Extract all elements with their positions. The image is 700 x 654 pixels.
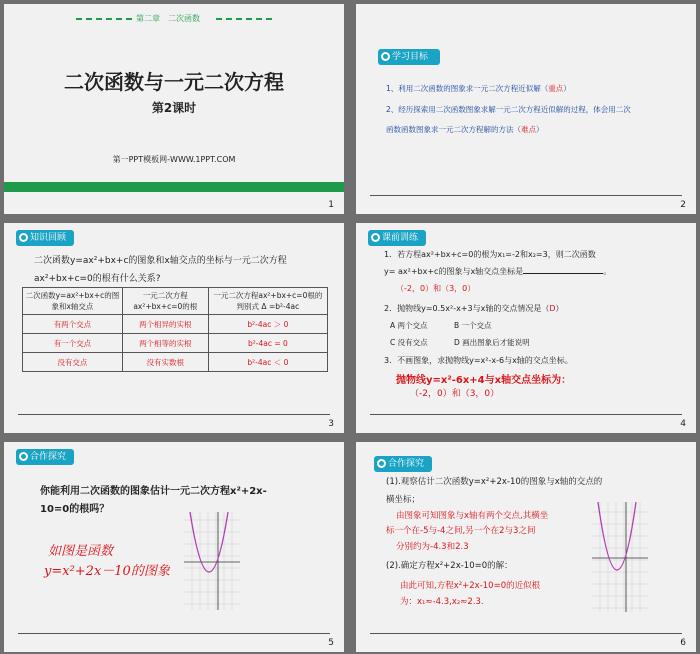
tag-icon (19, 233, 28, 242)
divider (370, 414, 682, 415)
tag-badge (16, 230, 74, 246)
option-b: B 一个交点 (454, 321, 492, 330)
part-1-line-2: 横坐标； (386, 495, 421, 505)
slide-title: 二次函数与一元二次方程 (64, 70, 284, 94)
tag-label: 学习目标 (392, 52, 429, 62)
divider (370, 195, 682, 196)
chapter-dash-left (76, 18, 132, 20)
knowledge-table (22, 287, 328, 372)
green-bar (4, 182, 344, 192)
table-cell: b²-4ac = 0 (208, 334, 327, 353)
slide-2[interactable] (356, 4, 696, 214)
table-header: 一元二次方程ax²+bx+c=0根的判别式 Δ =b²-4ac (208, 288, 327, 315)
divider (18, 414, 330, 415)
slide-subtitle: 第2课时 (151, 101, 197, 115)
q1-end: 。 (603, 267, 612, 276)
q3-line: 3．不画图象，求抛物线y=x²-x-6与x轴的交点坐标。 (384, 356, 573, 365)
table-cell: 两个相异的实根 (122, 315, 208, 334)
tag-icon (377, 459, 386, 468)
divider (370, 633, 682, 634)
chapter-label: 第二章 二次函数 (136, 14, 200, 23)
table-cell: b²-4ac ＞ 0 (208, 315, 327, 334)
table-cell: 没有实数根 (122, 353, 208, 372)
tag-icon (19, 452, 28, 461)
table-cell: 没有交点 (23, 353, 123, 372)
goal-1-text: 1、利用二次函数的图象求一元二次方程近似解（ (386, 84, 549, 93)
answer-1: （-2，0）和（3，0） (396, 284, 476, 293)
part-2-line: (2).确定方程x²+2x-10=0的解： (386, 561, 513, 571)
slide-number: 5 (328, 638, 334, 648)
answer-1-line-2: 标一个在-5与-4之间,另一个在2与3之间 (386, 526, 536, 536)
question-line-1: 你能利用二次函数的图象估计一元二次方程x²+2x- (40, 486, 267, 497)
slide-5[interactable] (4, 442, 344, 652)
table-header: 一元二次方程ax²+bx+c=0的根 (122, 288, 208, 315)
parabola-graph (184, 512, 240, 610)
table-cell: 有两个交点 (23, 315, 123, 334)
slide-4[interactable] (356, 223, 696, 433)
slide-3[interactable] (4, 223, 344, 433)
answer-2-line-2: 为：x₁≈-4.3,x₂≈2.3. (400, 597, 484, 607)
slide-number: 6 (680, 638, 686, 648)
table-cell: 两个相等的实根 (122, 334, 208, 353)
slide-number: 3 (328, 419, 334, 429)
question-line-2: 10=0的根吗？ (40, 504, 110, 515)
tag-icon (371, 233, 380, 242)
slide-6[interactable] (356, 442, 696, 652)
answer-1-line-3: 分别约为-4.3和2.3 (396, 542, 469, 552)
tag-icon (381, 52, 390, 61)
tag-label: 合作探究 (388, 459, 425, 469)
q1-line-2 (384, 266, 611, 277)
handwritten-line-2: y=x²+2x－10的图象 (44, 564, 170, 579)
table-header: 二次函数y=ax²+bx+c的图象和x轴交点 (23, 288, 123, 315)
table-row (23, 315, 328, 334)
slide-number: 2 (680, 200, 686, 210)
divider (18, 633, 330, 634)
site-text: 第一PPT模板网-WWW.1PPT.COM (112, 155, 236, 164)
tag-badge (374, 456, 432, 472)
option-d: D 画出图象后才能说明 (454, 338, 530, 347)
table-row (23, 353, 328, 372)
parabola-graph (592, 502, 648, 612)
q2-end: ） (555, 304, 564, 313)
answer-1-line-1: 由图象可知图象与x轴有两个交点,其横坐 (396, 511, 549, 521)
slide-1[interactable] (4, 4, 344, 214)
answer-2-line-1: 由此可知,方程x²+2x-10=0的近似根 (400, 581, 541, 591)
q1-line-1: 1．若方程ax²+bx+c=0的根为x₁=-2和x₂=3，则二次函数 (384, 250, 596, 259)
goal-line-1 (386, 83, 571, 94)
tag-label: 课前训练 (382, 233, 419, 243)
tag-label: 合作探究 (30, 452, 67, 462)
chapter-dash-right (216, 18, 272, 20)
tag-badge (368, 230, 426, 246)
q2-answer: D (549, 304, 556, 313)
table-cell: b²-4ac ＜ 0 (208, 353, 327, 372)
tag-badge (378, 49, 440, 65)
goal-line-2: 2、经历探索用二次函数图象求解一元二次方程近似解的过程，体会用二次 (386, 105, 631, 114)
option-c: C 没有交点 (390, 338, 428, 347)
part-1-line-1: (1).观察估计二次函数y=x²+2x-10的图象与x轴的交点的 (386, 477, 603, 487)
slide-number: 1 (328, 200, 334, 210)
answer-blank (523, 273, 603, 274)
goal-3-end: ） (536, 125, 544, 134)
question-line-2: ax²+bx+c=0的根有什么关系? (34, 274, 161, 284)
goal-3-key: 难点 (521, 125, 536, 134)
goal-1-key: 重点 (548, 84, 564, 93)
answer-3-line-2: （-2，0）和（3，0） (410, 389, 500, 399)
answer-3-line-1: 抛物线y=x²-6x+4与x轴交点坐标为： (396, 375, 572, 386)
option-a: A 两个交点 (390, 321, 428, 330)
goal-line-3 (386, 124, 544, 135)
table-cell: 有一个交点 (23, 334, 123, 353)
table-header-row (23, 288, 328, 315)
q2-line (384, 303, 564, 314)
q1-text: y= ax²+bx+c的图象与x轴交点坐标是 (384, 267, 524, 276)
q2-text: 2．抛物线y=0.5x²-x+3与x轴的交点情况是（ (384, 304, 550, 313)
question-line-1: 二次函数y=ax²+bx+c的图象和x轴交点的坐标与一元二次方程 (34, 256, 287, 266)
table-row (23, 334, 328, 353)
tag-badge (16, 449, 74, 465)
goal-1-end: ） (563, 84, 571, 93)
goal-3-text: 函数函数图象求一元二次方程解的方法（ (386, 125, 521, 134)
slide-number: 4 (680, 419, 686, 429)
handwritten-line-1: 如图是函数 (48, 544, 114, 559)
tag-label: 知识回顾 (30, 233, 67, 243)
